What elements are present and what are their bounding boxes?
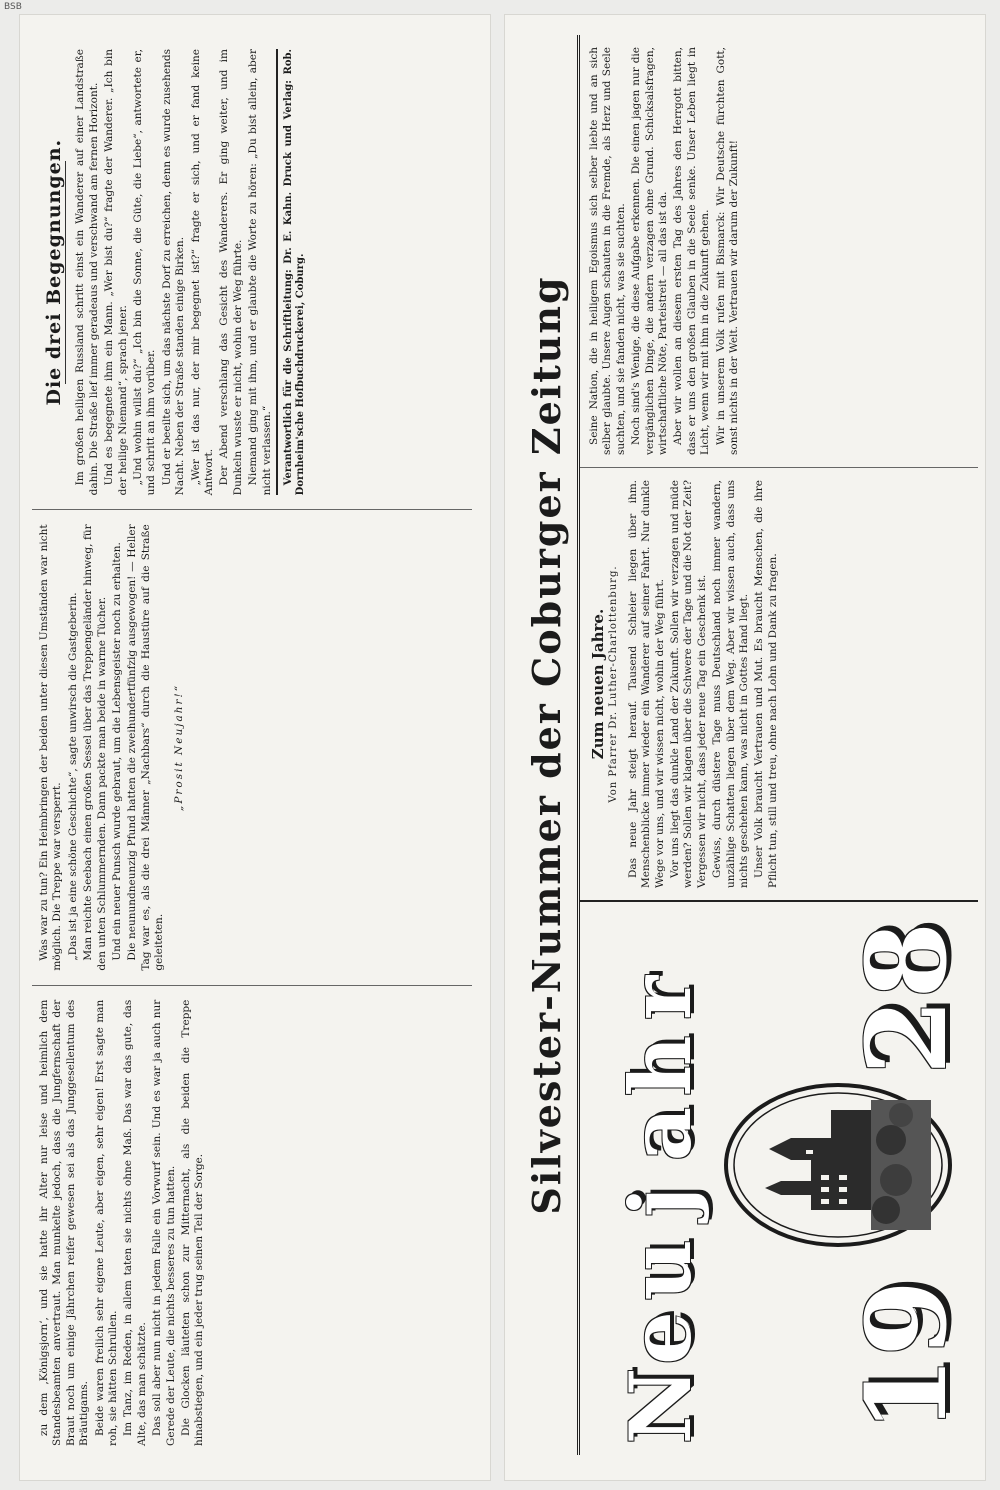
year-first-half: 19 — [842, 1279, 971, 1433]
story-paragraph: Im Tanz, im Reden, in allem taten sie nichts ohne Maß. Das war das gute, das Alte, das man schätzte. — [122, 999, 148, 1446]
title-rule — [65, 161, 66, 384]
year-second-half: 28 — [842, 922, 971, 1076]
article-paragraph: Seine Nation, die in heiligem Egoismus sich selber liebte und an sich selber glaubte. Unsere Augen schauten in die Fremde, als Herz und Seele suchten, und sie fanden nicht, was sie suchten. — [588, 47, 627, 455]
article-paragraph: Gewiss, durch düstere Tage muss Deutschland noch immer wandern, unzählige Schatten liegen über dem Weg. Aber wir wissen auch, dass uns nichts geschehen kann, was nicht in Gottes Hand liegt. — [711, 480, 751, 888]
right-page-content — [515, 35, 975, 1455]
story-paragraph: Man reichte Seebach einen großen Sessel über das Treppengeländer hinweg, für den unten Schlummernden. Dann packte man beide in warme Tücher. — [82, 524, 108, 971]
story-column-2 — [32, 510, 472, 985]
banner-letter: N — [610, 1367, 710, 1445]
left-page — [20, 15, 490, 1480]
story-column-3 — [32, 35, 472, 510]
banner-letter: h — [610, 1035, 710, 1097]
banner-letter: u — [610, 1239, 710, 1301]
article-byline: Von Pfarrer Dr. Luther-Charlottenburg. — [608, 565, 620, 803]
story-paragraph: Der Abend verschlang das Gesicht des Wanderers. Er ging weiter, und im Dunkeln wusste er nicht, wohin der Weg führte. — [218, 49, 244, 496]
story-paragraph: Was war zu tun? Ein Heimbringen der beiden unter diesen Umständen war nicht möglich. Die Treppe war versperrt. — [38, 524, 64, 971]
article-paragraph: Vor uns liegt das dunkle Land der Zukunft. Sollen wir verzagen und müde werden? Sollen wir klagen über die Schwere der Tage und die Not der Zeit? Vergessen wir nicht, dass jeder neue Tag ein Geschenk ist. — [669, 480, 708, 888]
story-paragraph: Und es begegnete ihm ein Mann. „Wer bist du?“ fragte der Wanderer. „Ich bin der heilige Niemand“, sprach jener. — [103, 49, 129, 496]
story-paragraph: Die neunundneunzig Pfund hatten die zweihundertfünfzig ausgewogen! — Heller Tag war es, als die drei Männer „Nachbars“ durch die Haustüre auf die Straße geleiteten. — [126, 524, 166, 971]
castle-vignette-image — [721, 1080, 956, 1250]
story-paragraph: Und er beeilte sich, um das nächste Dorf zu erreichen, denn es wurde zusehends Nacht. Neben der Straße standen einige Birken. — [160, 49, 187, 496]
new-year-banner — [580, 900, 978, 1455]
story-paragraph: Beide waren freilich sehr eigene Leute, aber eigen, sehr eigen! Erst sagte man roh, sie hätten Schrullen. — [93, 999, 120, 1446]
story-paragraph: „Das ist ja eine schöne Geschichte“, sagte unwirsch die Gastgeberin. — [66, 592, 79, 961]
masthead-title: Silvester-Nummer der Coburger Zeitung — [515, 35, 580, 1455]
story-paragraph: Im großen heiligen Russland schritt einst ein Wanderer auf einer Landstraße dahin. Die Straße lief immer geradeaus und verschwand am fernen Horizont. — [74, 49, 100, 496]
story-paragraph: Die Glocken läuteten schon zur Mitternacht, als die beiden die Treppe hinabstiegen, und ein jeder trug seinen Teil der Sorge. — [180, 999, 206, 1446]
story-paragraph: „Wer ist das nur, der mir begegnet ist?“ fragte er sich, und er fand keine Antwort. — [189, 49, 216, 496]
banner-letter: e — [610, 1311, 710, 1365]
scan-label: BSB — [4, 2, 22, 12]
article-title: Zum neuen Jahre. — [589, 608, 607, 760]
story-column-1 — [32, 986, 472, 1460]
article-paragraph: Wir in unserem Volk rufen mit Bismarck: Wir Deutsche fürchten Gott, sonst nichts in der Welt. Vertrauen wir darum der Zukunft! — [714, 47, 741, 455]
article-column-1 — [580, 468, 978, 900]
story-paragraph: zu dem ‚Königsjorn‘, und sie hatte ihr Alter nur leise und heimlich dem Standesbeamten anvertraut. Man munkelte jedoch, dass die Jungfernschaft der Braut noch um einige Jährchen reifer gewesen sei als das Junggesellentum des Bräutigams. — [38, 999, 91, 1446]
story-paragraph: Und ein neuer Punsch wurde gebraut, um die Lebensgeister noch zu erhalten. — [111, 542, 124, 961]
story-paragraph: Das soll aber nun nicht in jedem Falle ein Vorwurf sein. Und es war ja auch nur Gerede der Leute, die nichts besseres zu tun hatten. — [151, 999, 177, 1446]
banner-letter: r — [610, 975, 710, 1021]
article-column-2 — [580, 35, 978, 468]
imprint: Verantwortlich für die Schriftleitung: Dr. E. Kahn. Druck und Verlag: Rob. Dornheim'sche Hofbuchdruckerei, Coburg. — [276, 49, 307, 495]
article-paragraph: Das neue Jahr steigt herauf. Tausend Schleier liegen über ihm. Menschenblicke immer wieder ein Wanderer auf seiner Fahrt. Nur dunkle Wege vor uns, und wir wissen nicht, wohin der Weg führt. — [626, 480, 666, 888]
right-page — [505, 15, 985, 1480]
neujahr-word — [600, 969, 720, 1445]
story-paragraph: Niemand ging mit ihm, und er glaubte die Worte zu hören: „Du bist allein, aber nicht verlassen.“ — [247, 49, 273, 496]
article-paragraph: Unser Volk braucht Vertrauen und Mut. Es braucht Menschen, die ihre Pflicht tun, still und treu, ohne nach Lohn und Dank zu fragen. — [753, 480, 779, 888]
article-paragraph: Aber wir wollen an diesem ersten Tag des Jahres den Herrgott bitten, dass er uns den großen Glauben in die Seele senke. Unser Leben liegt in Licht, wenn wir mit ihm in die Zukunft gehen. — [672, 47, 712, 455]
toast-line: „Prosit Neujahr!“ — [172, 683, 185, 812]
story-paragraph: „Und wohin willst du?“ „Ich bin die Sonne, die Güte, die Liebe“, antwortete er, und schritt an ihm vorüber. — [132, 49, 158, 496]
story-title: Die drei Begegnungen. — [43, 138, 65, 406]
article-area — [580, 35, 978, 900]
banner-letter: a — [610, 1106, 710, 1162]
banner-letter: j — [610, 1186, 710, 1218]
left-page-content — [32, 35, 472, 1460]
article-paragraph: Noch sind's Wenige, die diese Aufgabe erkennen. Die einen jagen nur die vergänglichen Dinge, die andern verzagen ohne Grund. Schicksalsfragen, wirtschaftliche Nöte, Parteistreit — all das ist da. — [630, 47, 670, 455]
